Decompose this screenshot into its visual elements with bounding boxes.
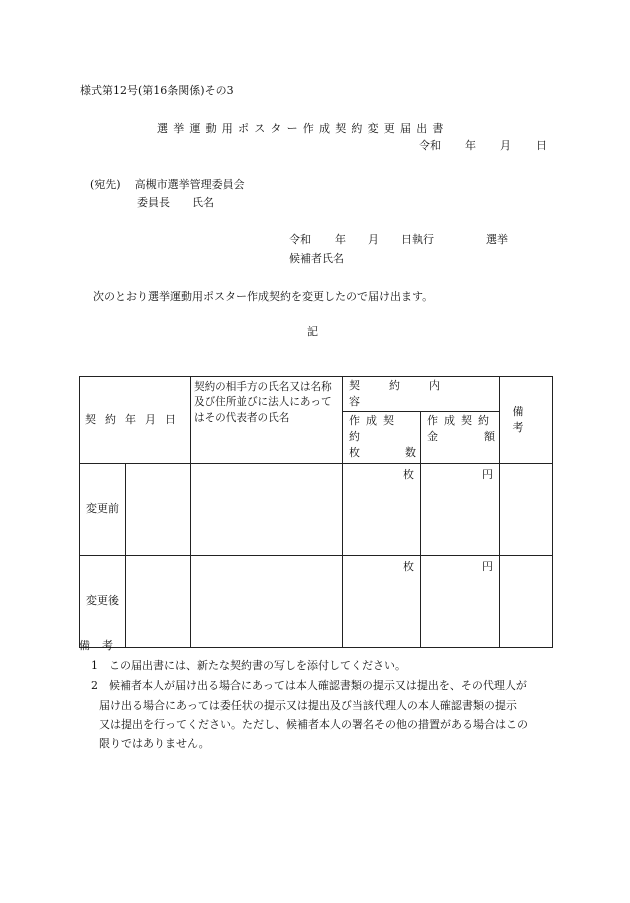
header-count-a: 枚 (349, 445, 360, 459)
table-row-before (80, 463, 553, 555)
cell-count-before[interactable]: 枚 (343, 463, 421, 555)
date-month: 月 (500, 139, 511, 152)
addressee-chair: 委員長 (137, 196, 170, 209)
election-held: 日執行 (401, 233, 434, 246)
addressee-prefix: (宛先) (90, 178, 121, 191)
submission-date (419, 137, 547, 153)
row-label-before: 変更前 (80, 463, 126, 555)
cell-party-after[interactable] (191, 555, 343, 647)
cell-count-after[interactable]: 枚 (343, 555, 421, 647)
addressee-line (90, 176, 245, 192)
date-day: 日 (536, 139, 547, 152)
date-year: 年 (465, 139, 476, 152)
header-amount-line1: 作成契約 (427, 413, 495, 427)
header-contract-date: 契約年月日 (80, 377, 191, 464)
cell-remarks-before[interactable] (500, 463, 553, 555)
cell-date-before[interactable] (126, 463, 191, 555)
election-name: 選挙 (486, 233, 508, 246)
header-amount-b: 額 (484, 429, 495, 443)
header-count-b: 数 (405, 445, 416, 459)
cell-party-before[interactable] (191, 463, 343, 555)
note-number-1: 1 (91, 659, 98, 672)
note-number-2: 2 (91, 679, 98, 692)
election-era: 令和 (289, 233, 311, 246)
addressee-name-label: 氏名 (192, 196, 214, 209)
cell-remarks-after[interactable] (500, 555, 553, 647)
header-count (343, 411, 421, 463)
form-number: 様式第12号(第16条関係)その3 (80, 84, 234, 97)
addressee-org: 高槻市選挙管理委員会 (134, 178, 245, 191)
note-text-2-line1: 候補者本人が届け出る場合にあっては本人確認書類の提示又は提出を、その代理人が (109, 679, 527, 692)
form-title: 選挙運動用ポスター作成契約変更届出書 (157, 122, 449, 135)
note-text-1: この届出書には、新たな契約書の写しを添付してください。 (109, 659, 406, 672)
cell-date-after[interactable] (126, 555, 191, 647)
ki-heading: 記 (307, 325, 318, 338)
addressee-chair-line (137, 194, 214, 210)
election-month: 月 (368, 233, 379, 246)
table-row-after (80, 555, 553, 647)
note-text-2-line2: 届け出る場合にあっては委任状の提示又は提出及び当該代理人の本人確認書類の提示 (99, 699, 517, 712)
contract-change-table (79, 376, 553, 648)
header-contract-content: 契約内容 (343, 377, 500, 412)
row-label-after: 変更後 (80, 555, 126, 647)
cell-amount-after[interactable]: 円 (421, 555, 500, 647)
header-remarks: 備考 (500, 377, 553, 464)
candidate-name-label: 候補者氏名 (289, 252, 344, 265)
election-year: 年 (335, 233, 346, 246)
election-line (289, 231, 508, 247)
intro-text: 次のとおり選挙運動用ポスター作成契約を変更したので届け出ます。 (93, 290, 434, 303)
date-era: 令和 (419, 139, 441, 152)
header-contract-party: 契約の相手方の氏名又は名称及び住所並びに法人にあってはその代表者の氏名 (191, 377, 343, 464)
note-text-2-line3: 又は提出を行ってください。ただし、候補者本人の署名その他の措置がある場合はこの (99, 718, 528, 731)
cell-amount-before[interactable]: 円 (421, 463, 500, 555)
header-amount (421, 411, 500, 463)
header-amount-a: 金 (427, 429, 438, 443)
notes-heading: 備考 (79, 639, 125, 652)
note-item-2 (91, 677, 527, 693)
header-count-line1: 作成契約 (349, 413, 400, 443)
note-item-1 (91, 657, 406, 673)
note-text-2-line4: 限りではありません。 (99, 737, 210, 750)
